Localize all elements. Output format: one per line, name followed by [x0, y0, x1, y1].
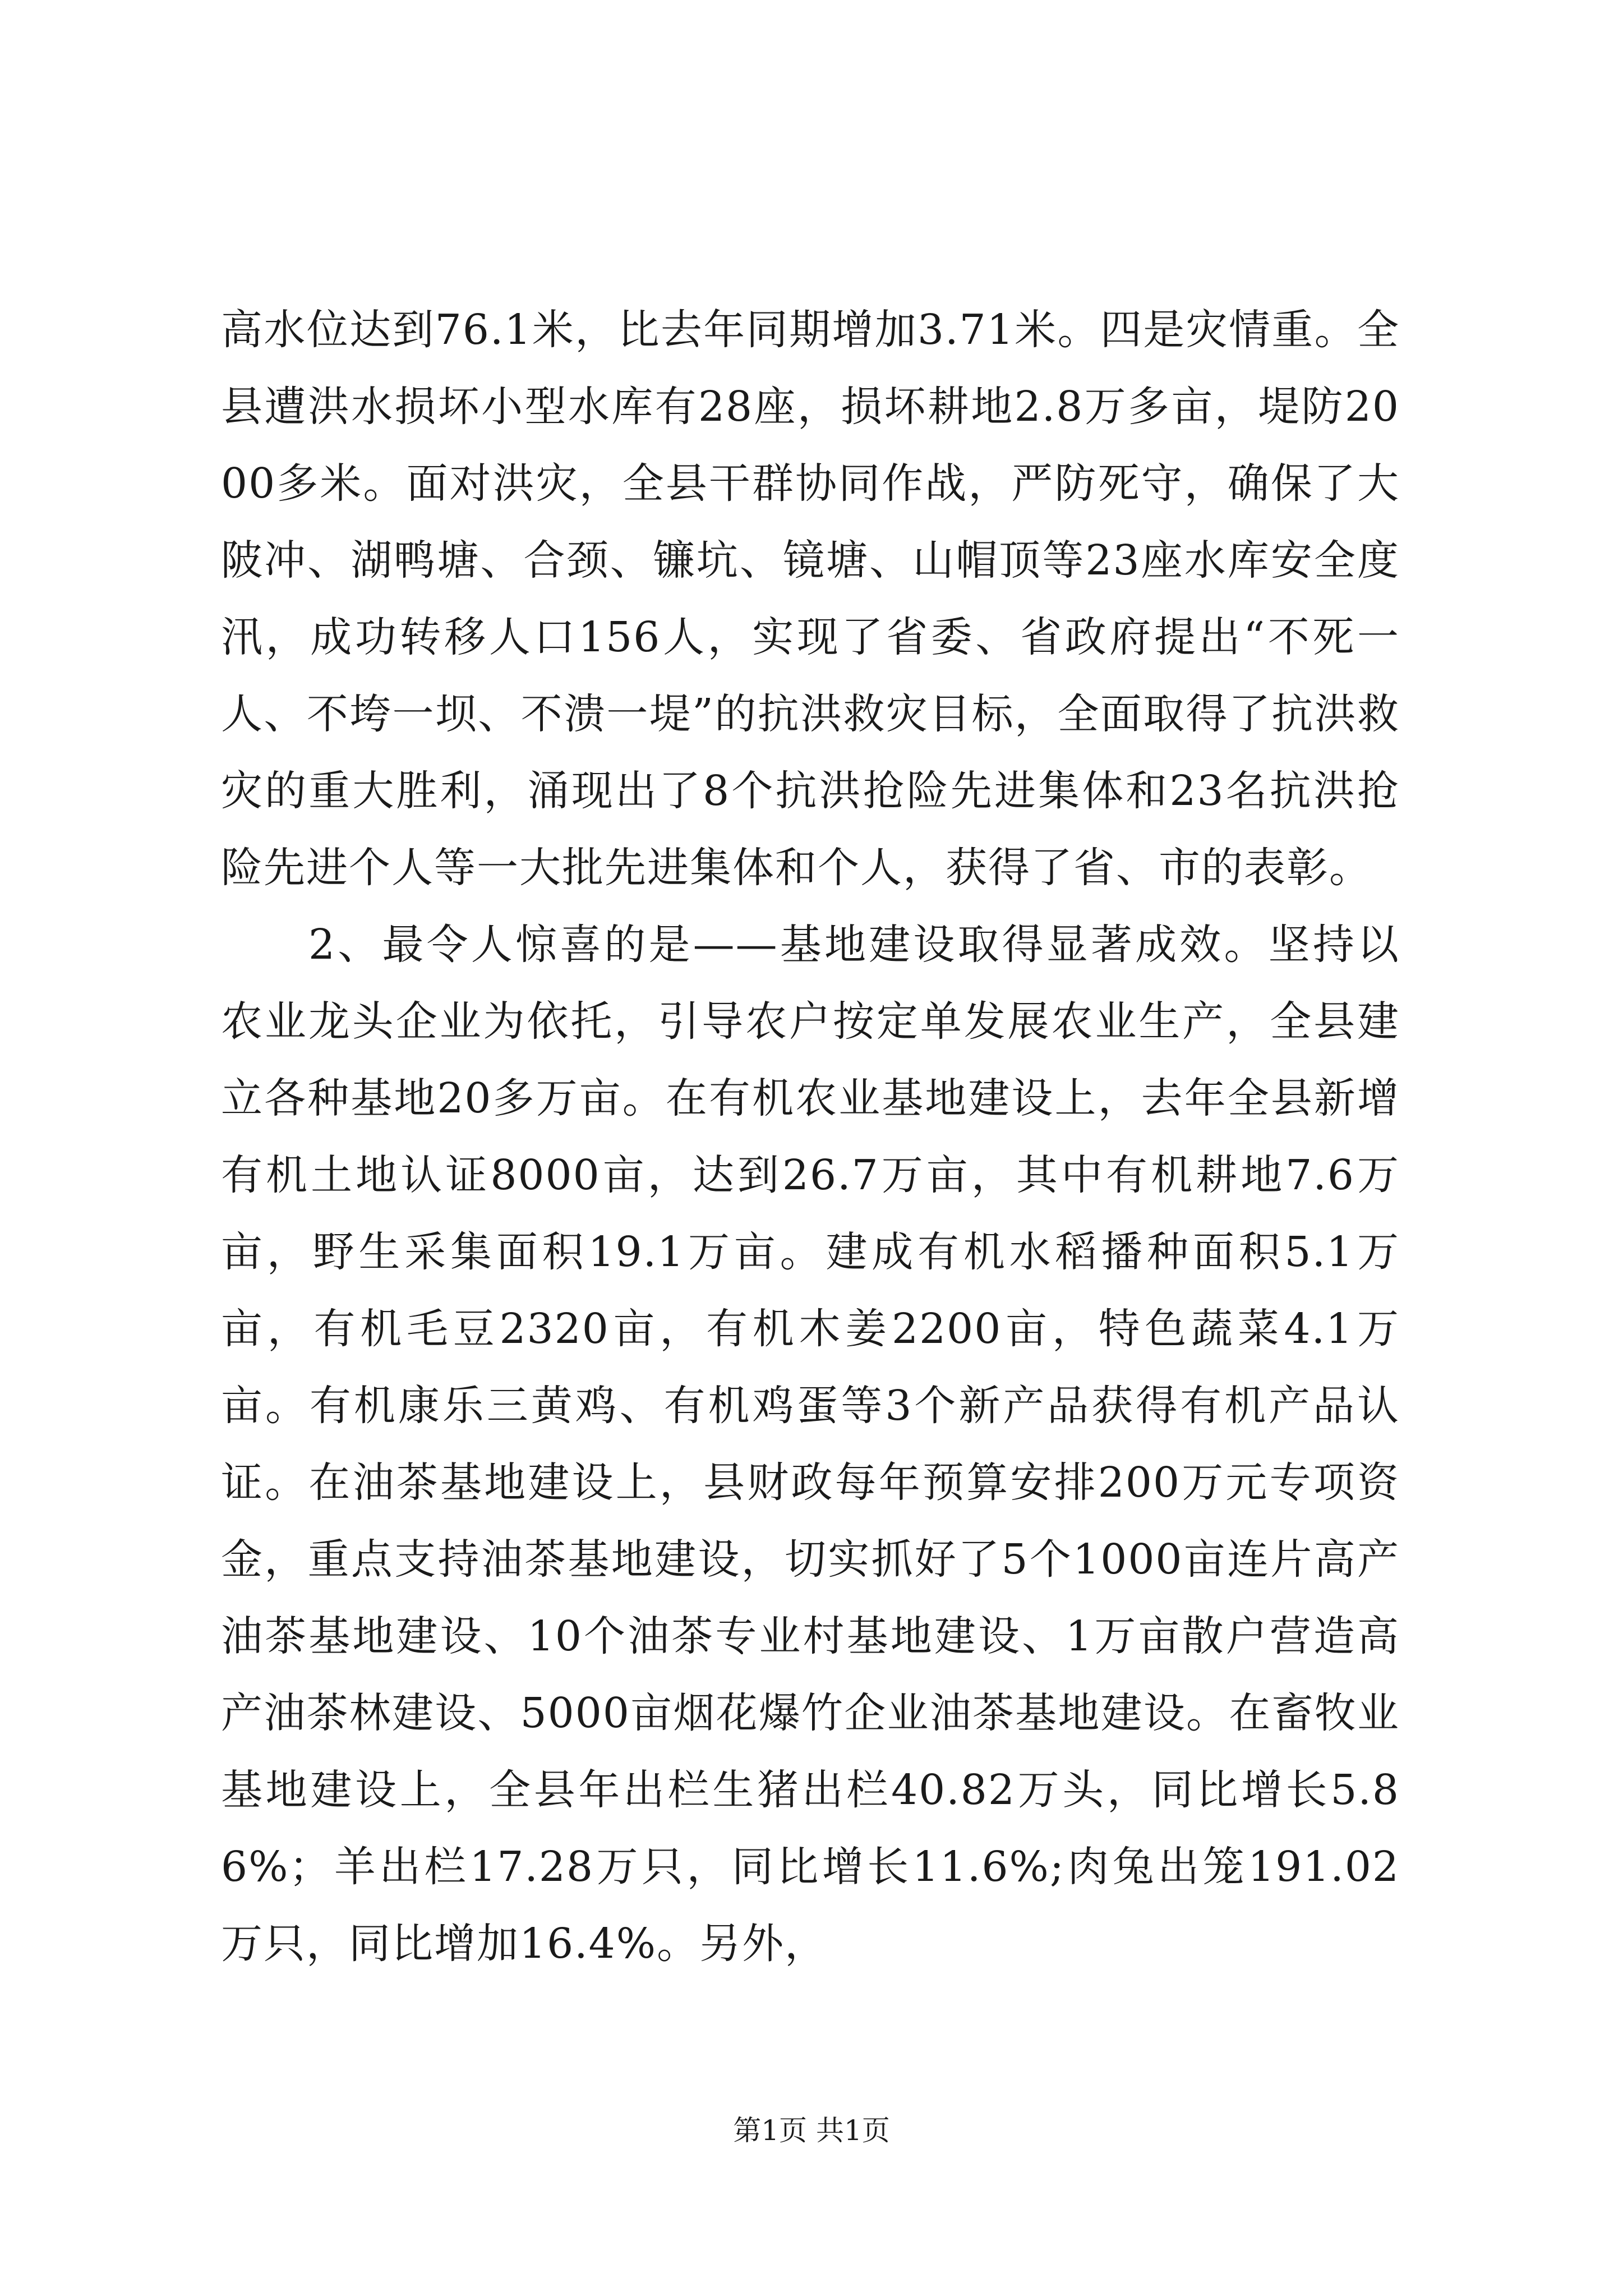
- paragraph-flood-relief: 高水位达到76.1米，比去年同期增加3.71米。四是灾情重。全县遭洪水损坏小型水库有28座，损坏耕地2.8万多亩，堤防2000多米。面对洪灾，全县干群协同作战，严防死守，确保了大陂冲、湖鸭塘、合颈、镰坑、镜塘、山帽顶等23座水库安全度汛，成功转移人口156人，实现了省委、省政府提出“不死一人、不垮一坝、不溃一堤”的抗洪救灾目标，全面取得了抗洪救灾的重大胜利，涌现出了8个抗洪抢险先进集体和23名抗洪抢险先进个人等一大批先进集体和个人，获得了省、市的表彰。: [221, 306, 1400, 892]
- page-number-footer: 第1页 共1页: [733, 2114, 890, 2147]
- document-body: [221, 292, 1400, 1982]
- paragraph-base-construction: 2、最令人惊喜的是——基地建设取得显著成效。坚持以农业龙头企业为依托，引导农户按定单发展农业生产，全县建立各种基地20多万亩。在有机农业基地建设上，去年全县新增有机土地认证8000亩，达到26.7万亩，其中有机耕地7.6万亩，野生采集面积19.1万亩。建成有机水稻播种面积5.1万亩，有机毛豆2320亩，有机木姜2200亩，特色蔬菜4.1万亩。有机康乐三黄鸡、有机鸡蛋等3个新产品获得有机产品认证。在油茶基地建设上，县财政每年预算安排200万元专项资金，重点支持油茶基地建设，切实抓好了5个1000亩连片高产油茶基地建设、10个油茶专业村基地建设、1万亩散户营造高产油茶林建设、5000亩烟花爆竹企业油茶基地建设。在畜牧业基地建设上，全县年出栏生猪出栏40.82万头，同比增长5.86%；羊出栏17.28万只，同比增长11.6%;肉兔出笼191.02万只，同比增加16.4%。另外，: [221, 921, 1400, 1968]
